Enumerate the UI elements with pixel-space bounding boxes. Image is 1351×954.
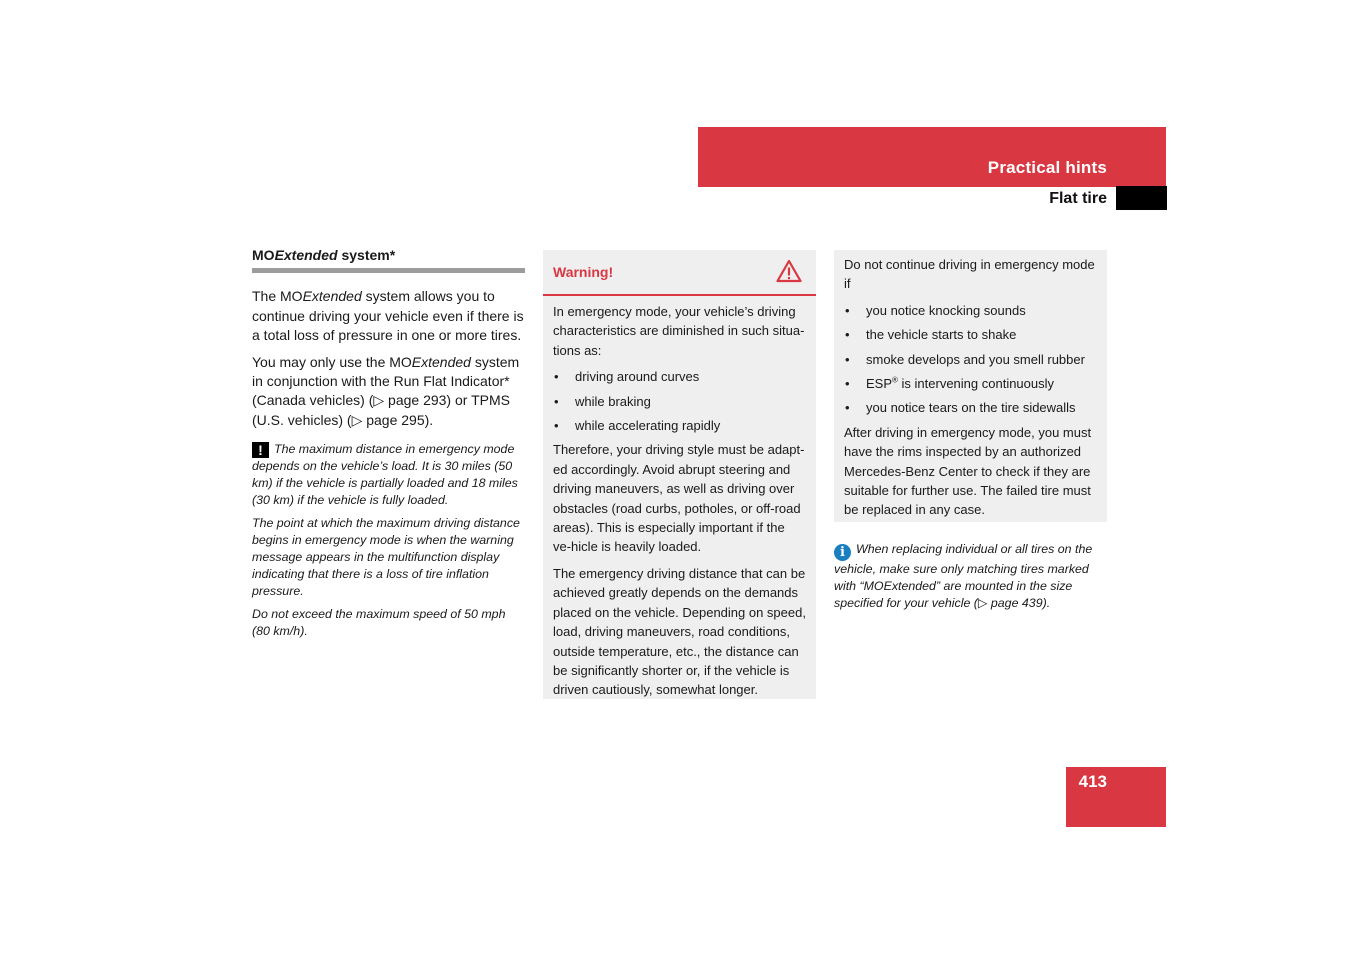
info-note: i When replacing individual or all tires on the vehicle, make sure only matching tires marked with “MOExtended” are mounted in the size specified for your vehicle (▷ page 439). (834, 542, 1093, 610)
emergency-box (834, 250, 1107, 522)
subsection-title: Flat tire (1049, 190, 1107, 207)
info-icon: i (834, 544, 851, 561)
list-item: • while braking (553, 392, 806, 411)
warning-box (543, 250, 816, 699)
emergency-list (844, 301, 1097, 418)
emergency-paragraph: After driving in emergency mode, you must have the rims inspected by an authorized Mercedes-Benz Center to check if they are suitable for further use. The failed tire must be replaced in any case. (844, 424, 1092, 518)
list-item: • driving around curves (553, 367, 806, 386)
header-band (698, 127, 1166, 187)
column-left (252, 246, 525, 646)
note-max-distance: ! The maximum distance in emergency mode depends on the vehicle’s load. It is 30 miles (50 km) if the vehicle is partially loaded and 18 miles (30 km) if the vehicle is fully loaded. (252, 442, 518, 508)
list-item: • while accelerating rapidly (553, 416, 806, 435)
thumb-tab (1116, 186, 1167, 210)
paragraph-usage: You may only use the MOExtended system in conjunction with the Run Flat Indicator* (Canada vehicles) (▷ page 293) or TPMS (U.S. vehicles) (▷ page 295). (252, 353, 520, 428)
warning-triangle-icon (776, 259, 802, 288)
warning-title: Warning! (553, 264, 614, 280)
list-item: • the vehicle starts to shake (844, 325, 1097, 344)
note-max-speed: Do not exceed the maximum speed of 50 mph (80 km/h). (252, 607, 506, 639)
paragraph-intro: The MOExtended system allows you to continue driving your vehicle even if there is a total loss of pressure in one or more tires. (252, 288, 524, 344)
exclamation-icon: ! (252, 442, 269, 458)
section-heading: MOExtended system* (252, 247, 396, 263)
warning-header (543, 250, 816, 296)
warning-list (553, 367, 806, 435)
warning-intro: In emergency mode, your vehicle’s driving characteristics are diminished in such situa-tions as: (553, 304, 805, 358)
page-number: 413 (1078, 772, 1107, 791)
note-start-point: The point at which the maximum driving distance begins in emergency mode is when the warning message appears in the multifunction display indicating that there is a loss of tire inflation pressure. (252, 516, 520, 599)
list-item: • you notice knocking sounds (844, 301, 1097, 320)
list-item: • you notice tears on the tire sidewalls (844, 398, 1097, 417)
warning-paragraph-style: Therefore, your driving style must be adapt-ed accordingly. Avoid abrupt steering and driving maneuvers, as well as driving over obstacles (road curbs, potholes, or off-road areas). This is especially important if the ve-hicle is heavily loaded. (553, 442, 805, 555)
emergency-intro: Do not continue driving in emergency mode if (844, 257, 1095, 292)
warning-paragraph-distance: The emergency driving distance that can be achieved greatly depends on the demands placed on the vehicle. Depending on speed, load, driving maneuvers, road conditions, outside temperature, etc., the distance can be significantly shorter or, if the vehicle is driven cautiously, somewhat longer. (553, 565, 806, 698)
list-item: • smoke develops and you smell rubber (844, 350, 1097, 369)
section-title: Practical hints (987, 158, 1107, 177)
warning-body (543, 296, 816, 700)
emergency-body (834, 250, 1107, 520)
heading-rule (252, 268, 525, 273)
list-item: • ESP® is intervening continuously (844, 374, 1097, 393)
